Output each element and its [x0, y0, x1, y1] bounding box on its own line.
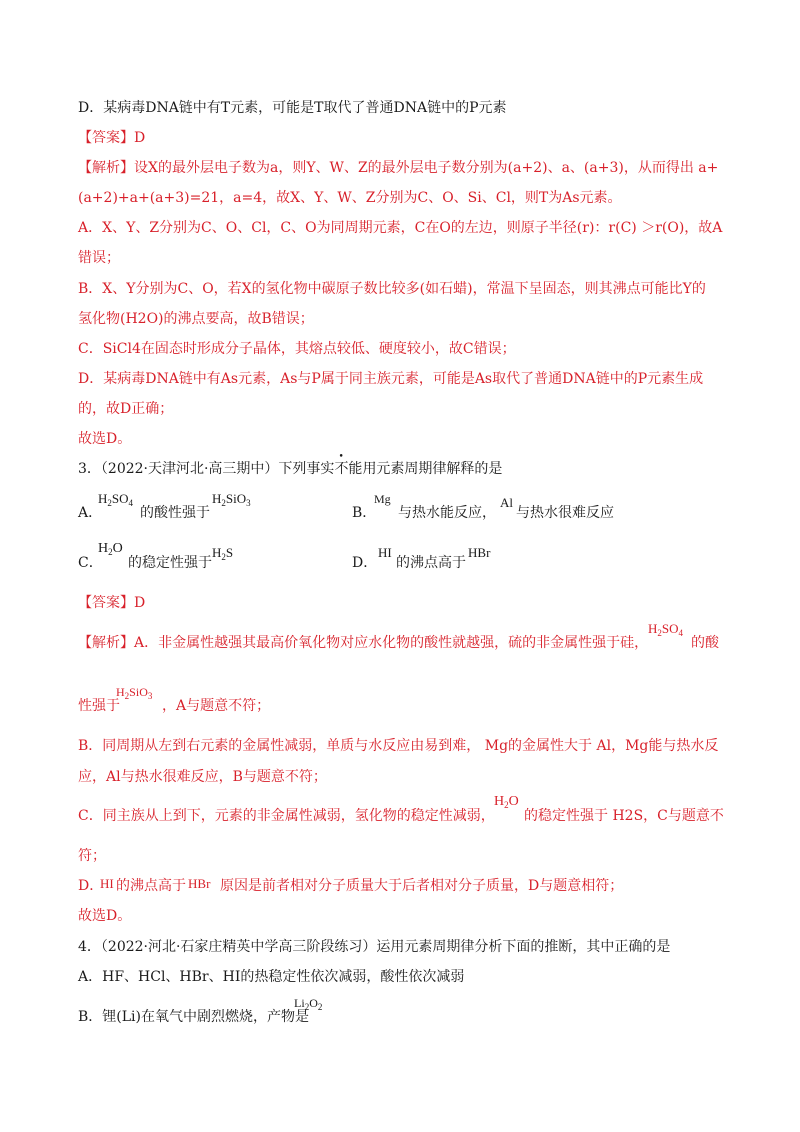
q3-explanation-a2 [78, 685, 378, 720]
q3-explanation-a1 [78, 621, 728, 657]
explanation-text: 性强于 [78, 698, 120, 714]
q3-option-b [352, 492, 682, 533]
explanation-text-2: 的稳定性强于 H2S，C与题意不 [524, 808, 724, 824]
q3-explanation-c2: 符； [78, 848, 106, 864]
q2-answer: 【答案】D [78, 130, 146, 146]
q3-stem-emphasis: 不能 [334, 461, 363, 477]
formula-h2sio3: $H_2SiO_3$ [116, 685, 153, 701]
q4-stem: 4．（2022·河北·石家庄精英中学高三阶段练习）运用元素周期律分析下面的推断，其中正确的是 [78, 939, 671, 955]
formula-hi: HI [378, 545, 392, 560]
option-text: 的稳定性强于 [128, 555, 212, 571]
option-label: A． [78, 505, 103, 521]
formula-h2s: $H_2S$ [212, 545, 234, 562]
explanation-end: 的酸 [691, 635, 719, 651]
q3-option-a [78, 491, 378, 533]
q3-explanation-c1 [78, 794, 728, 830]
q2-explanation-a2: 错误； [78, 250, 120, 266]
q2-choose: 故选D。 [78, 431, 132, 447]
explanation-label: 【解析】 [78, 160, 134, 176]
q3-option-c [78, 541, 378, 583]
q3-stem-post: 用元素周期律解释的是 [362, 461, 503, 477]
explanation-text: 设X的最外层电子数为a，则Y、W、Z的最外层电子数分别为(a+2)、a、(a+3)，从而得出 a+ [134, 160, 719, 176]
q2-option-d: D．某病毒DNA链中有T元素，可能是T取代了普通DNA链中的P元素 [78, 100, 507, 116]
explanation-text-2: ，A与题意不符； [162, 698, 271, 714]
option-label: C． [78, 555, 103, 571]
q3-answer: 【答案】D [78, 595, 146, 611]
q3-choose: 故选D。 [78, 908, 132, 924]
formula-hbr: HBr [188, 876, 211, 891]
formula-hi: HI [100, 876, 114, 891]
formula-h2so4: $H_2SO_4$ [648, 621, 684, 638]
explanation-text: C．同主族从上到下，元素的非金属性减弱，氢化物的稳定性减弱， [78, 808, 495, 824]
q3-stem [78, 459, 502, 479]
q2-explanation-line2: (a+2)+a+(a+3)=21，a=4，故X、Y、W、Z分别为C、O、Si、Cl，则T为As元素。 [78, 190, 622, 206]
option-text: 与热水能反应， [398, 505, 496, 521]
q2-explanation-c: C．SiCl4在固态时形成分子晶体，其熔点较低、硬度较小，故C错误； [78, 341, 516, 357]
q2-explanation-b1: B．X、Y分别为C、O，若X的氢化物中碳原子数比较多(如石蜡)，常温下呈固态，则其沸点可能比Y的 [78, 281, 706, 297]
q4-option-a: A．HF、HCl、HBr、HI的热稳定性依次减弱，酸性依次减弱 [78, 969, 465, 985]
explanation-text: 的沸点高于 [116, 878, 186, 894]
explanation-label: D． [78, 878, 104, 894]
explanation-label: 【解析】 [78, 635, 134, 651]
q3-explanation-b2: 应，Al与热水很难反应，B与题意不符； [78, 769, 327, 785]
formula-al: Al [500, 495, 514, 510]
option-text: 的沸点高于 [396, 555, 466, 571]
formula-mg: Mg [374, 492, 391, 506]
q2-explanation-d1: D．某病毒DNA链中有As元素，As与P属于同主族元素，可能是As取代了普通DNA链中的P元素生成 [78, 371, 704, 387]
option-label: B． [352, 505, 377, 521]
formula-li2o2: $Li_2O_2$ [294, 996, 323, 1012]
option-text: 的酸性强于 [140, 505, 210, 521]
formula-hbr: HBr [468, 545, 491, 560]
q2-explanation-d2: 的，故D正确； [78, 401, 174, 417]
option-text: B．锂(Li)在氧气中剧烈燃烧，产物是 [78, 1009, 309, 1025]
explanation-text-2: 原因是前者相对分子质量大于后者相对分子质量，D与题意相符； [220, 878, 624, 894]
explanation-text: A．非金属性越强其最高价氧化物对应水化物的酸性就越强，硫的非金属性强于硅， [134, 635, 649, 651]
q2-explanation-line1 [78, 158, 718, 178]
q2-explanation-a1: A．X、Y、Z分别为C、O、Cl，C、O为同周期元素，C在O的左边，则原子半径(r)：r(C) ＞r(O)，故A [78, 220, 723, 236]
q3-explanation-b1: B．同周期从左到右元素的金属性减弱，单质与水反应由易到难， Mg的金属性大于 Al，Mg能与热水反 [78, 738, 719, 754]
option-text-2: 与热水很难反应 [516, 505, 614, 521]
formula-h2sio3: $H_2SiO_3$ [212, 491, 251, 508]
q3-explanation-d [78, 876, 728, 900]
option-label: D． [352, 555, 378, 571]
formula-h2o: $H_2O$ [494, 794, 519, 810]
q3-stem-pre: 3．（2022·天津河北·高三期中）下列事实 [78, 461, 335, 477]
q2-explanation-b2: 氢化物(H2O)的沸点要高，故B错误； [78, 311, 314, 327]
q4-option-b [78, 996, 378, 1031]
formula-h2o: $H_2O$ [98, 541, 123, 557]
q3-option-d [352, 545, 652, 583]
formula-h2so4: $H_2SO_4$ [98, 491, 134, 508]
